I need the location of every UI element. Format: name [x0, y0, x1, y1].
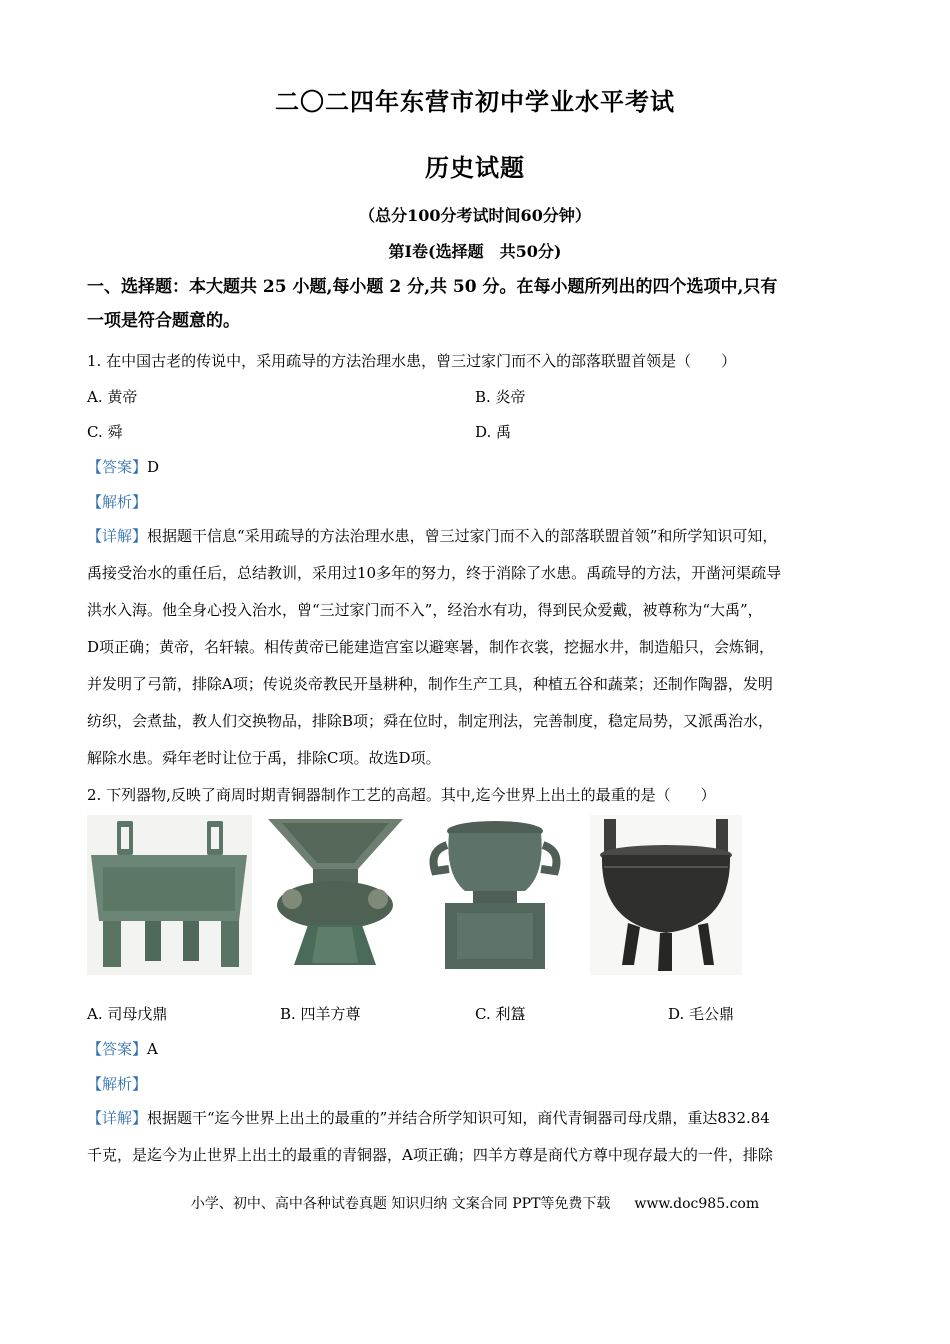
q1-detail-line: 禹接受治水的重任后，总结教训，采用过10多年的努力，终于消除了水患。禹疏导的方法，开凿河渠疏导 — [87, 564, 782, 582]
li-gui-image — [425, 815, 565, 975]
exam-title: 二〇二四年东营市初中学业水平考试 — [275, 87, 675, 116]
q2-option-c: C. 利簋 — [475, 1005, 526, 1023]
mao-gong-ding-image — [590, 815, 742, 975]
section-heading-line1: 一、选择题：本大题共 25 小题,每小题 2 分,共 50 分。在每小题所列出的四个选项中,只有 — [87, 277, 778, 297]
simu-wu-ding-image — [87, 815, 252, 975]
detail-tag: 【详解】 — [87, 1109, 148, 1127]
detail-tag: 【详解】 — [87, 527, 148, 545]
section-heading — [87, 270, 877, 338]
subject-title: 历史试题 — [425, 153, 525, 182]
q1-detail-line: 洪水入海。他全身心投入治水，曾“三过家门而不入”，经治水有功，得到民众爱戴，被尊称为“大禹”， — [87, 601, 763, 619]
four-goat-square-zun-image — [258, 815, 413, 975]
exam-info: （总分100分考试时间60分钟） — [359, 206, 591, 225]
analysis-tag: 【解析】 — [87, 493, 148, 511]
section-heading-line2: 一项是符合题意的。 — [87, 311, 240, 331]
answer-value: D — [147, 458, 160, 476]
q1-detail-line: 并发明了弓箭，排除A项；传说炎帝教民开垦耕种，制作生产工具，种植五谷和蔬菜；还制作陶器，发明 — [87, 675, 773, 693]
q1-answer — [87, 456, 159, 477]
q1-option-a: A. 黄帝 — [87, 388, 138, 406]
q2-option-d: D. 毛公鼎 — [668, 1005, 735, 1023]
q2-option-b: B. 四羊方尊 — [280, 1005, 361, 1023]
q1-option-b: B. 炎帝 — [475, 388, 526, 406]
footer-url[interactable]: www.doc985.com — [634, 1196, 760, 1212]
q2-answer — [87, 1038, 158, 1059]
answer-tag: 【答案】 — [87, 1040, 148, 1058]
q1-detail-line: 解除水患。舜年老时让位于禹，排除C项。故选D项。 — [87, 749, 441, 767]
q1-option-d: D. 禹 — [475, 423, 512, 441]
footer-text: 小学、初中、高中各种试卷真题 知识归纳 文案合同 PPT等免费下载 — [190, 1196, 611, 1212]
q2-analysis — [87, 1073, 147, 1094]
q2-detail — [87, 1100, 867, 1174]
q2-option-a: A. 司母戊鼎 — [87, 1005, 168, 1023]
q1-analysis — [87, 491, 147, 512]
q2-stem: 2. 下列器物,反映了商周时期青铜器制作工艺的高超。其中,迄今世界上出土的最重的是（ ） — [87, 786, 716, 804]
answer-value: A — [147, 1040, 158, 1058]
q1-detail-line: D项正确；黄帝，名轩辕。相传黄帝已能建造宫室以避寒暑，制作衣裳，挖掘水井，制造船只，会炼铜， — [87, 638, 775, 656]
analysis-tag: 【解析】 — [87, 1075, 148, 1093]
q1-detail-line: 纺织，会煮盐，教人们交换物品，排除B项；舜在位时，制定刑法，完善制度，稳定局势，又派禹治水， — [87, 712, 774, 730]
q1-detail-line: 【详解】根据题干信息“采用疏导的方法治理水患，曾三过家门而不入的部落联盟首领”和所学知识可知， — [87, 527, 778, 545]
q1-stem: 1. 在中国古老的传说中，采用疏导的方法治理水患，曾三过家门而不入的部落联盟首领是（ ） — [87, 352, 737, 370]
q1-option-c: C. 舜 — [87, 423, 123, 441]
q2-detail-line: 千克，是迄今为止世界上出土的最重的青铜器，A项正确；四羊方尊是商代方尊中现存最大的一件，排除 — [87, 1146, 773, 1164]
page-footer — [0, 1193, 950, 1213]
q1-detail — [87, 518, 867, 777]
answer-tag: 【答案】 — [87, 458, 148, 476]
volume-title: 第Ⅰ卷(选择题 共50分) — [388, 242, 562, 261]
q2-detail-line: 【详解】根据题干“迄今世界上出土的最重的”并结合所学知识可知，商代青铜器司母戊鼎，重达832.84 — [87, 1109, 770, 1127]
